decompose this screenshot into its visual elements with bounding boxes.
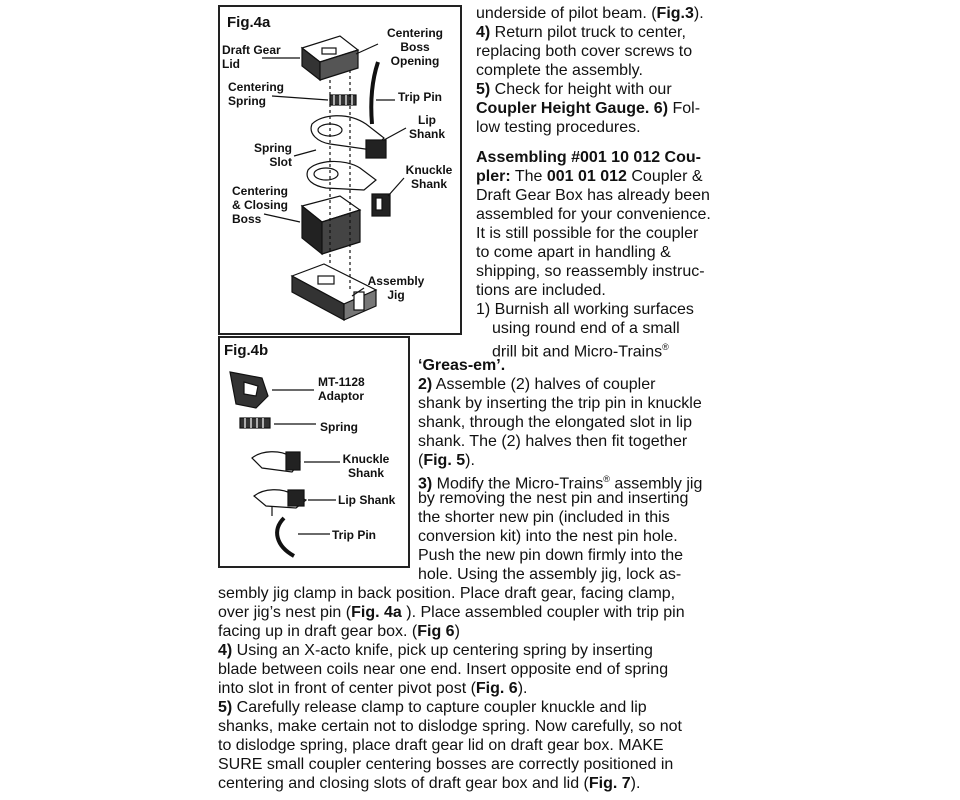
text-line-09: pler: The 001 01 012 Coupler & bbox=[476, 168, 703, 185]
text-bottom-04: 4) Using an X-acto knife, pick up centering spring by inserting bbox=[218, 642, 653, 659]
text-line-18: drill bit and Micro-Trains® bbox=[492, 342, 669, 361]
text-bottom-03: facing up in draft gear box. (Fig 6) bbox=[218, 623, 460, 640]
text-line-05: 5) Check for height with our bbox=[476, 81, 672, 98]
label-assembly-jig: Assembly Jig bbox=[367, 274, 425, 302]
text-bottom-01: sembly jig clamp in back position. Place draft gear, facing clamp, bbox=[218, 585, 676, 602]
text-line-02: 4) Return pilot truck to center, bbox=[476, 24, 686, 41]
label-lip-shank-4b: Lip Shank bbox=[338, 493, 396, 507]
text-bottom-02: over jig’s nest pin (Fig. 4a ). Place assembled coupler with trip pin bbox=[218, 604, 685, 621]
text-mid-10: conversion kit) into the nest pin hole. bbox=[418, 528, 678, 545]
text-bottom-05: blade between coils near one end. Insert opposite end of spring bbox=[218, 661, 669, 678]
label-spring-slot: Spring Slot bbox=[254, 141, 292, 169]
label-trip-pin-4b: Trip Pin bbox=[332, 528, 377, 542]
label-draft-gear-lid: Draft Gear Lid bbox=[222, 43, 281, 71]
text-line-10: Draft Gear Box has already been bbox=[476, 187, 710, 204]
text-line-03: replacing both cover screws to bbox=[476, 43, 693, 60]
text-bottom-10: SURE small coupler centering bosses are correctly positioned in bbox=[218, 756, 674, 773]
text-line-04: complete the assembly. bbox=[476, 62, 643, 79]
text-greas-em: ‘Greas-em’. bbox=[418, 357, 506, 374]
label-centering-boss-opening: Centering Boss Opening bbox=[386, 26, 443, 68]
lip-shank-part bbox=[311, 116, 386, 158]
trip-pin-part bbox=[371, 62, 378, 124]
text-line-17: using round end of a small bbox=[492, 320, 680, 337]
figure-4a-title: Fig.4a bbox=[227, 14, 271, 31]
draft-gear-lid-part bbox=[302, 36, 358, 80]
label-centering-spring: Centering Spring bbox=[228, 80, 285, 108]
text-mid-04: shank, through the elongated slot in lip bbox=[418, 414, 692, 431]
text-line-14: shipping, so reassembly instruc- bbox=[476, 263, 705, 280]
text-mid-07: 3) Modify the Micro-Trains® assembly jig bbox=[418, 474, 703, 493]
text-mid-09: the shorter new pin (included in this bbox=[418, 509, 670, 526]
text-bottom-06: into slot in front of center pivot post (Fig. 6). bbox=[218, 680, 528, 697]
section-heading-assembling: Assembling #001 10 012 Cou- bbox=[476, 149, 701, 166]
text-bottom-09: to dislodge spring, place draft gear lid on draft gear box. MAKE bbox=[218, 737, 664, 754]
text-mid-11: Push the new pin down firmly into the bbox=[418, 547, 684, 564]
label-trip-pin: Trip Pin bbox=[398, 90, 443, 104]
text-mid-02: 2) Assemble (2) halves of coupler bbox=[418, 376, 656, 393]
text-bottom-08: shanks, make certain not to dislodge spring. Now carefully, so not bbox=[218, 718, 682, 735]
text-mid-05: shank. The (2) halves then fit together bbox=[418, 433, 688, 450]
text-mid-08: by removing the nest pin and inserting bbox=[418, 490, 689, 507]
label-knuckle-shank-4b: Knuckle Shank bbox=[342, 452, 390, 480]
text-bottom-11: centering and closing slots of draft gear box and lid (Fig. 7). bbox=[218, 775, 641, 792]
trip-pin-part-4b bbox=[277, 518, 294, 556]
label-lip-shank: Lip Shank bbox=[408, 113, 445, 141]
text-line-11: assembled for your convenience. bbox=[476, 206, 711, 223]
text-bottom-07: 5) Carefully release clamp to capture coupler knuckle and lip bbox=[218, 699, 647, 716]
text-mid-03: shank by inserting the trip pin in knuckle bbox=[418, 395, 702, 412]
label-centering-closing-boss: Centering & Closing Boss bbox=[232, 184, 289, 226]
centering-spring-part bbox=[330, 95, 356, 105]
knuckle-shank-part-4b bbox=[252, 452, 300, 472]
text-line-06: Coupler Height Gauge. 6) Fol- bbox=[476, 100, 701, 117]
lip-shank-part-4b bbox=[254, 490, 306, 516]
text-mid-06: (Fig. 5). bbox=[418, 452, 475, 469]
label-spring-4b: Spring bbox=[320, 420, 358, 434]
text-mid-12: hole. Using the assembly jig, lock as- bbox=[418, 566, 682, 583]
text-line-12: It is still possible for the coupler bbox=[476, 225, 699, 242]
figure-4b-title: Fig.4b bbox=[224, 342, 269, 359]
draft-gear-box-part bbox=[302, 196, 360, 254]
text-line-01: underside of pilot beam. (Fig.3). bbox=[476, 5, 704, 22]
assembly-jig-part bbox=[292, 264, 376, 320]
adaptor-part bbox=[230, 372, 268, 408]
text-line-16: 1) Burnish all working surfaces bbox=[476, 301, 694, 318]
spring-part bbox=[240, 418, 270, 428]
text-line-07: low testing procedures. bbox=[476, 119, 641, 136]
text-line-13: to come apart in handling & bbox=[476, 244, 671, 261]
label-knuckle-shank: Knuckle Shank bbox=[405, 163, 453, 191]
label-adaptor: MT-1128 Adaptor bbox=[318, 375, 365, 403]
text-line-15: tions are included. bbox=[476, 282, 606, 299]
